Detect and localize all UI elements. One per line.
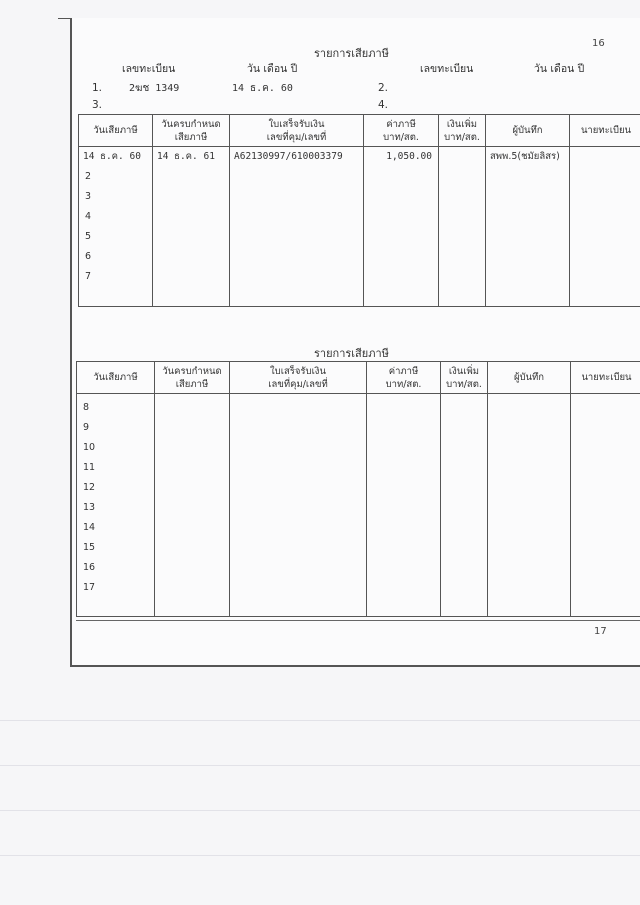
- col-recorder: ผู้บันทึก: [488, 362, 571, 394]
- faint-ruled-line: [0, 765, 640, 766]
- tax-amount-cell: [367, 394, 441, 617]
- col-recorder: ผู้บันทึก: [486, 115, 570, 147]
- col-tax-date: วันเสียภาษี: [77, 362, 155, 394]
- row-number: 6: [85, 251, 92, 262]
- tax-record-page-17: [70, 335, 640, 667]
- row-number: 15: [83, 542, 96, 553]
- row-number: 10: [83, 442, 96, 453]
- tax-date-cell: [77, 394, 155, 617]
- section-title: รายการเสียภาษี: [314, 47, 389, 60]
- row-number: 5: [85, 231, 92, 242]
- row1-due-date: 14 ธ.ค. 61: [157, 151, 215, 162]
- plate-header-right: เลขทะเบียน: [420, 63, 474, 75]
- row1-recorder: สพพ.5(ชมัยลิสร): [490, 151, 560, 162]
- col-receipt: ใบเสร็จรับเงิน เลขที่คุม/เลขที่: [230, 362, 367, 394]
- col-surcharge: เงินเพิ่ม บาท/สต.: [439, 115, 486, 147]
- surcharge-cell: [439, 147, 486, 307]
- entry-label-3: 3.: [92, 99, 103, 111]
- due-date-cell: [155, 394, 230, 617]
- row1-tax-date: 14 ธ.ค. 60: [83, 151, 141, 162]
- col-tax-date: วันเสียภาษี: [79, 115, 153, 147]
- footer-rule: [76, 620, 640, 621]
- faint-ruled-line: [0, 855, 640, 856]
- recorder-cell: [486, 147, 570, 307]
- col-tax-amount: ค่าภาษี บาท/สต.: [367, 362, 441, 394]
- entry-1-plate: 2ฆช 1349: [129, 83, 180, 94]
- entry-label-2: 2.: [378, 82, 389, 94]
- tax-date-cell: [79, 147, 153, 307]
- row-number: 12: [83, 482, 96, 493]
- row1-tax-amount: 1,050.00: [386, 151, 432, 162]
- row-number: 14: [83, 522, 96, 533]
- row-number: 13: [83, 502, 96, 513]
- col-receipt: ใบเสร็จรับเงิน เลขที่คุม/เลขที่: [230, 115, 364, 147]
- col-due-date: วันครบกำหนด เสียภาษี: [155, 362, 230, 394]
- receipt-cell: [230, 147, 364, 307]
- due-date-cell: [153, 147, 230, 307]
- receipt-cell: [230, 394, 367, 617]
- surcharge-cell: [441, 394, 488, 617]
- registrar-cell: [570, 147, 640, 307]
- row-number: 8: [83, 402, 90, 413]
- col-registrar: นายทะเบียน: [570, 115, 640, 147]
- col-registrar: นายทะเบียน: [571, 362, 640, 394]
- row-number: 2: [85, 171, 92, 182]
- row1-receipt: A62130997/610003379: [234, 151, 343, 162]
- row-number: 4: [85, 211, 92, 222]
- page-number: 16: [592, 38, 605, 49]
- row-number: 9: [83, 422, 90, 433]
- faint-ruled-line: [0, 720, 640, 721]
- col-surcharge: เงินเพิ่ม บาท/สต.: [441, 362, 488, 394]
- tax-table-bottom: [76, 361, 640, 617]
- row-number: 16: [83, 562, 96, 573]
- row1-surcharge: [439, 147, 485, 167]
- entry-label-4: 4.: [378, 99, 389, 111]
- col-tax-amount: ค่าภาษี บาท/สต.: [364, 115, 439, 147]
- row-number: 3: [85, 191, 92, 202]
- row-number: 11: [83, 462, 96, 473]
- page-number: 17: [594, 626, 607, 637]
- date-header-right: วัน เดือน ปี: [534, 63, 585, 75]
- entry-label-1: 1.: [92, 82, 103, 94]
- tax-table-top: [78, 114, 640, 307]
- plate-header-left: เลขทะเบียน: [122, 63, 176, 75]
- registrar-cell: [571, 394, 640, 617]
- section-title: รายการเสียภาษี: [314, 347, 389, 360]
- tax-record-page-16: [70, 18, 640, 335]
- row-number: 7: [85, 271, 92, 282]
- faint-ruled-line: [0, 810, 640, 811]
- entry-1-date: 14 ธ.ค. 60: [232, 83, 293, 94]
- recorder-cell: [488, 394, 571, 617]
- tax-amount-cell: [364, 147, 439, 307]
- col-due-date: วันครบกำหนด เสียภาษี: [153, 115, 230, 147]
- date-header-left: วัน เดือน ปี: [247, 63, 298, 75]
- row-number: 17: [83, 582, 96, 593]
